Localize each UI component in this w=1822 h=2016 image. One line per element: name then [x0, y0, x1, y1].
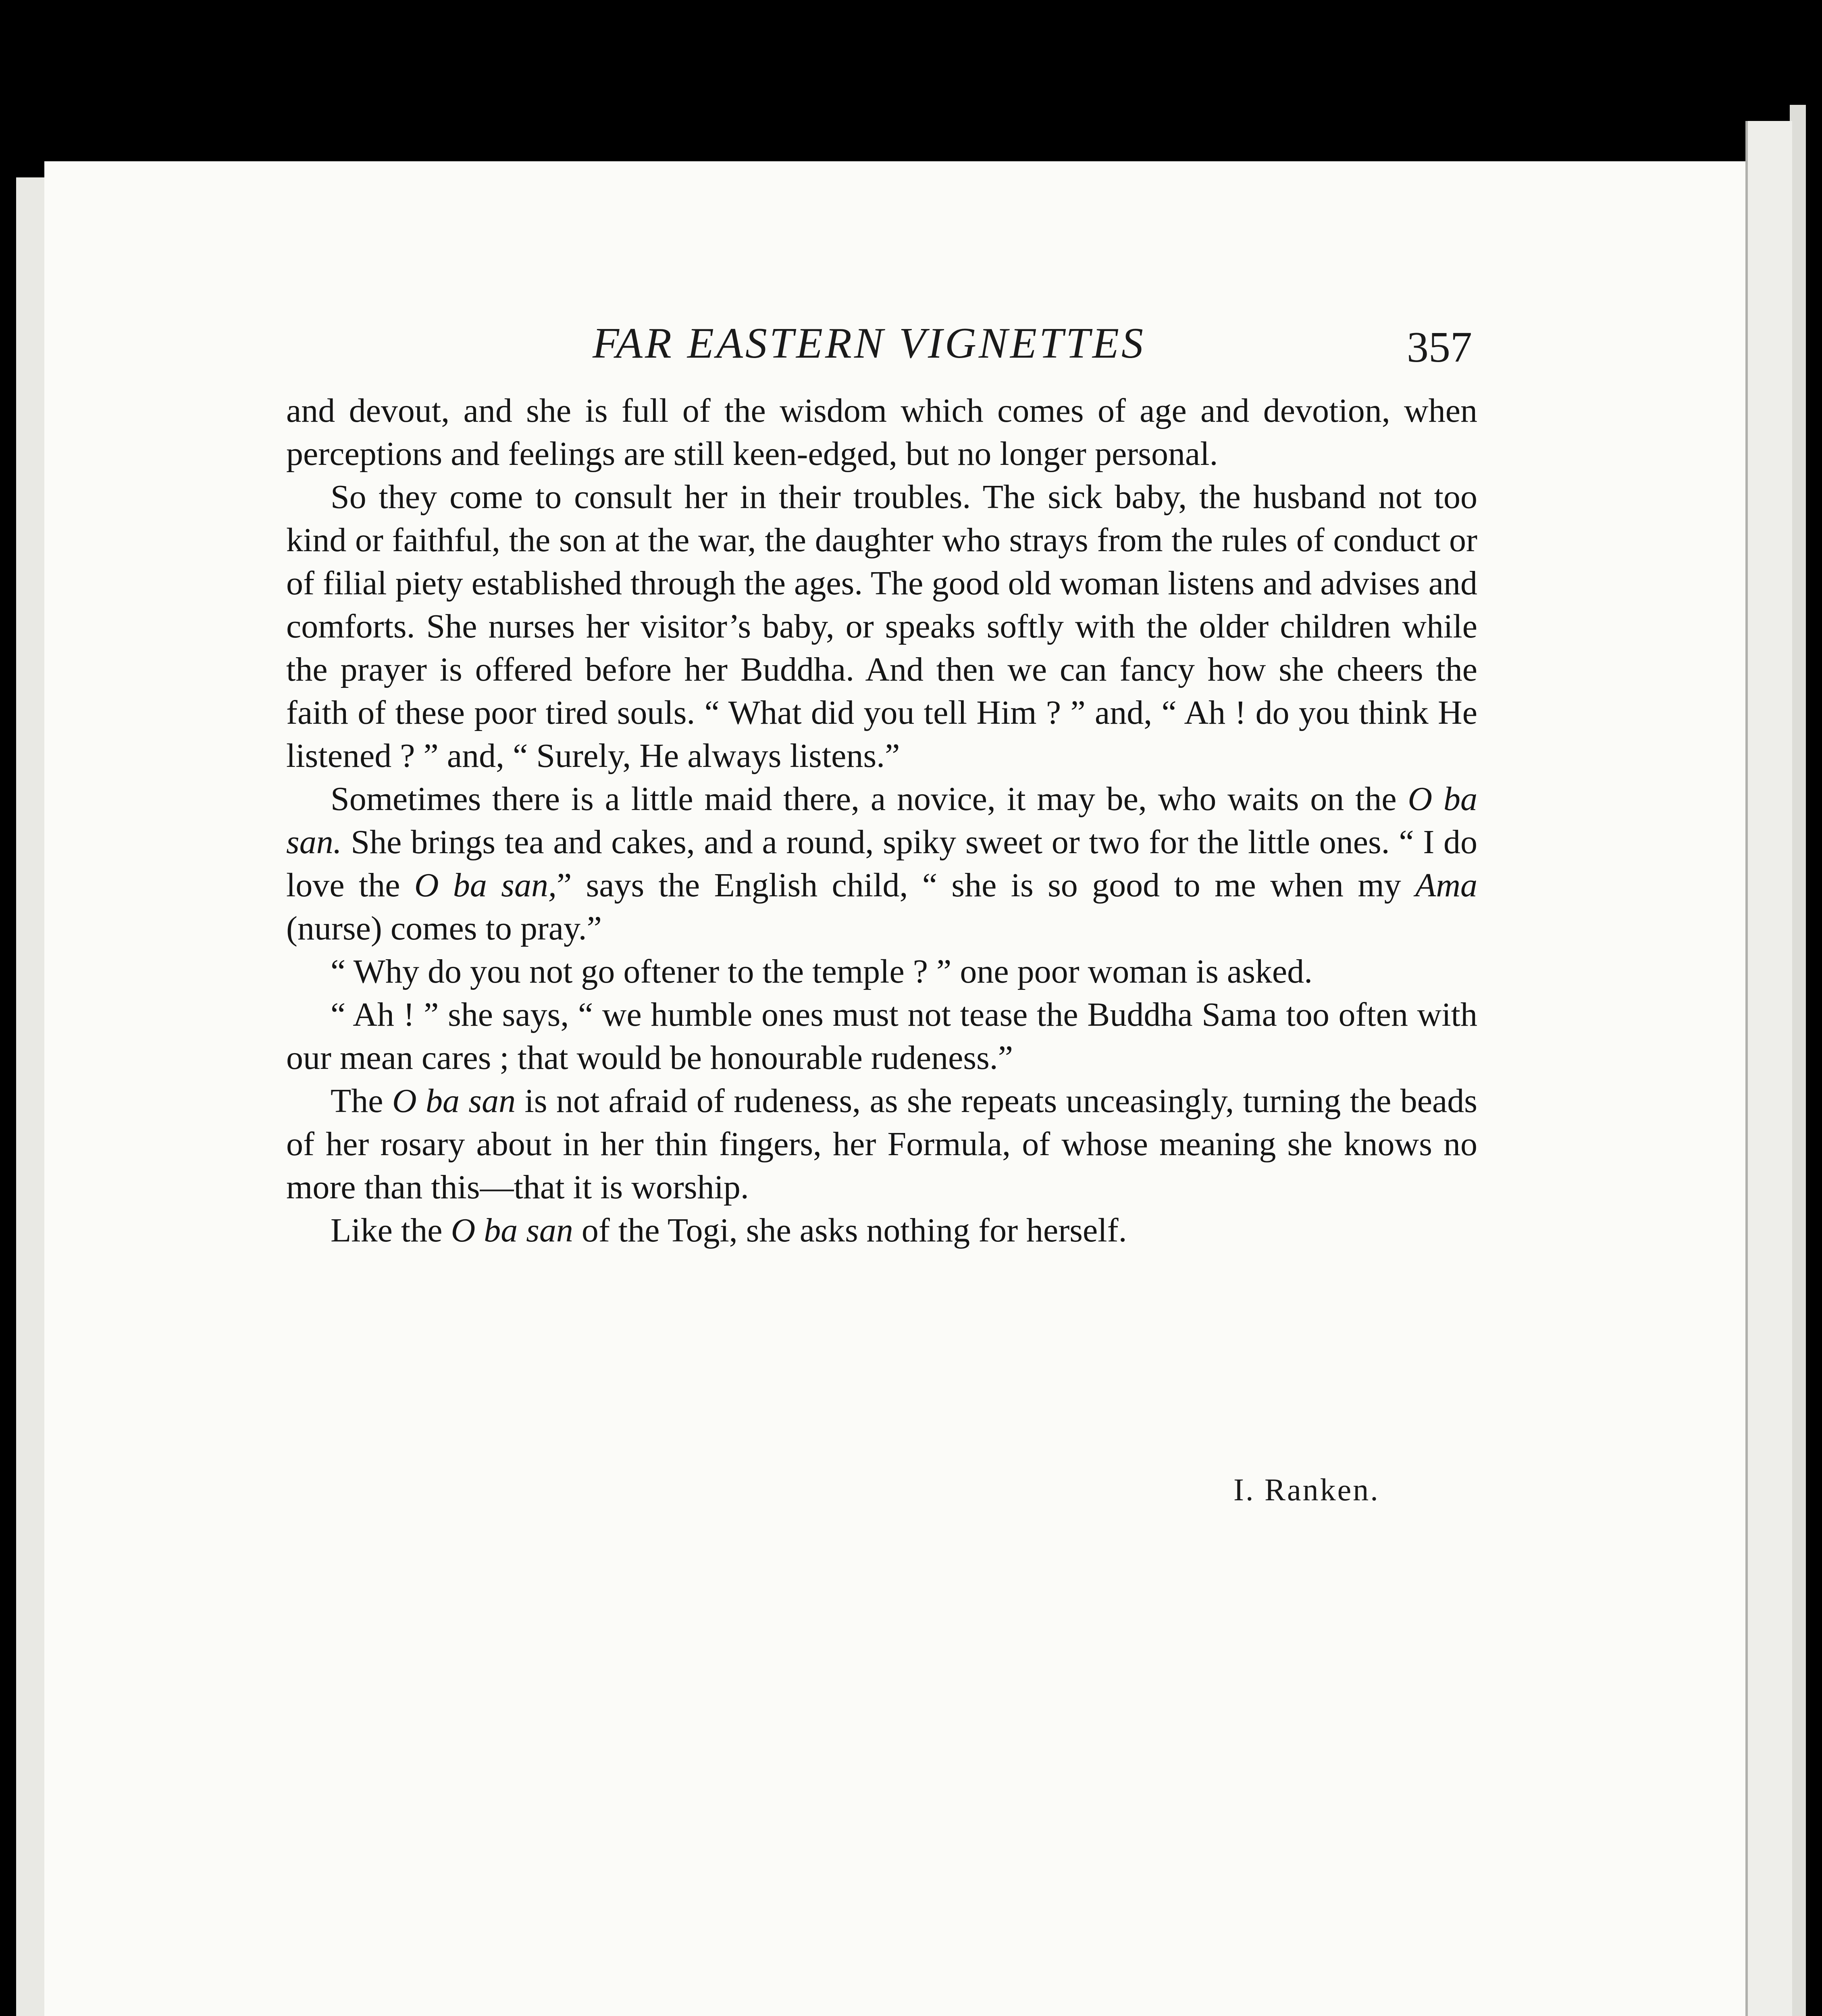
text-run: is not afraid of rudeness, as she repeats unceasingly, turning the beads of her rosary about in her thin fingers, her Formula, of whose meaning she knows no more than this—that it is worship.: [286, 1082, 1477, 1206]
page-header: [282, 319, 1491, 383]
page-right-edge: [1745, 121, 1792, 2016]
paragraph: [286, 475, 1477, 777]
running-head: FAR EASTERN VIGNETTES: [593, 319, 1146, 367]
text-run: and devout, and she is full of the wisdom which comes of age and devotion, when perceptions and feelings are still keen-edged, but no longer personal.: [286, 392, 1477, 473]
text-run: “ Ah ! ” she says, “ we humble ones must not tease the Buddha Sama too often with our mean cares ; that would be honourable rudeness.”: [286, 996, 1477, 1077]
text-run: ” says the English child, “ she is so good to me when my: [556, 866, 1416, 904]
italic-text: O ba san: [451, 1212, 573, 1249]
italic-text: O ba san,: [414, 866, 557, 904]
text-run: So they come to consult her in their troubles. The sick baby, the husband not too kind or faithful, the son at the war, the daughter who strays from the rules of conduct or of filial piety established through the ages. The good old woman listens and advises and comforts. She nurses her visitor’s baby, or speaks softly with the older children while the prayer is offered before her Buddha. And then we can fancy how she cheers the faith of these poor tired souls. “ What did you tell Him ? ” and, “ Ah ! do you think He listened ? ” and, “ Surely, He always listens.”: [286, 478, 1477, 775]
italic-text: O ba san: [392, 1082, 516, 1120]
paragraph: [286, 1209, 1477, 1252]
text-run: The: [331, 1082, 392, 1120]
text-run: Like the: [331, 1212, 451, 1249]
paragraph: [286, 950, 1477, 993]
body-text: [286, 389, 1477, 1252]
paragraph: [286, 993, 1477, 1079]
text-run: She brings tea and cakes, and a round, spiky sweet or two for the little ones. “ I do love the: [286, 823, 1477, 904]
page-stack-edge: [1790, 105, 1806, 2016]
paragraph: [286, 389, 1477, 475]
text-run: (nurse) comes to pray.”: [286, 910, 602, 947]
italic-text: O ba san.: [286, 780, 1477, 861]
page-number: 357: [1407, 323, 1472, 371]
text-run: “ Why do you not go oftener to the temple ? ” one poor woman is asked.: [331, 953, 1313, 990]
text-run: of the Togi, she asks nothing for herself.: [573, 1212, 1127, 1249]
paragraph: [286, 1079, 1477, 1209]
author-signature: I. Ranken.: [1233, 1472, 1380, 1507]
text-run: Sometimes there is a little maid there, a novice, it may be, who waits on the: [331, 780, 1408, 818]
italic-text: Ama: [1415, 866, 1478, 904]
paragraph: [286, 777, 1477, 950]
